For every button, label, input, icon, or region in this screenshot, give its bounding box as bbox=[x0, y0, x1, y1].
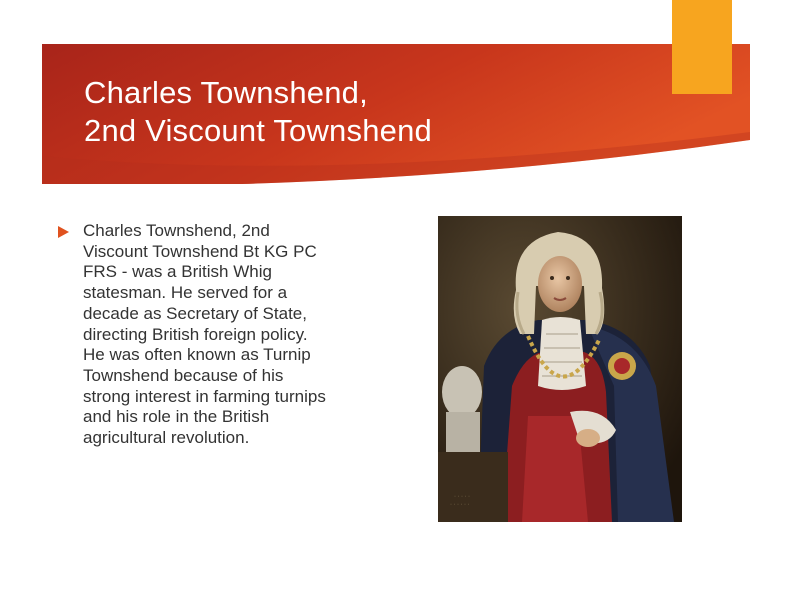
paragraph-line: strong interest in farming turnips bbox=[83, 386, 326, 406]
triangle-bullet-icon bbox=[58, 226, 69, 238]
title-line: Charles Townshend, bbox=[84, 75, 368, 110]
paragraph-line: decade as Secretary of State, bbox=[83, 303, 307, 323]
paragraph-line: Townshend because of his bbox=[83, 365, 284, 385]
title-line: 2nd Viscount Townshend bbox=[84, 113, 432, 148]
slide-title bbox=[84, 74, 644, 150]
svg-text:· · · · · ·: · · · · · · bbox=[450, 502, 470, 508]
paragraph-line: Charles Townshend, 2nd bbox=[83, 221, 270, 240]
paragraph-line: directing British foreign policy. bbox=[83, 324, 308, 344]
paragraph-line: and his role in the British bbox=[83, 407, 270, 427]
paragraph-line: He was often known as Turnip bbox=[83, 345, 311, 365]
bullet-paragraph bbox=[83, 221, 403, 449]
portrait-image bbox=[438, 216, 682, 522]
svg-text:· · · · ·: · · · · · bbox=[454, 494, 470, 500]
paragraph-line: agricultural revolution. bbox=[83, 428, 250, 448]
paragraph-line: Viscount Townshend Bt KG PC bbox=[83, 241, 317, 261]
paragraph-line: FRS - was a British Whig bbox=[83, 262, 272, 282]
accent-square bbox=[672, 0, 732, 94]
paragraph-line: statesman. He served for a bbox=[83, 283, 288, 303]
